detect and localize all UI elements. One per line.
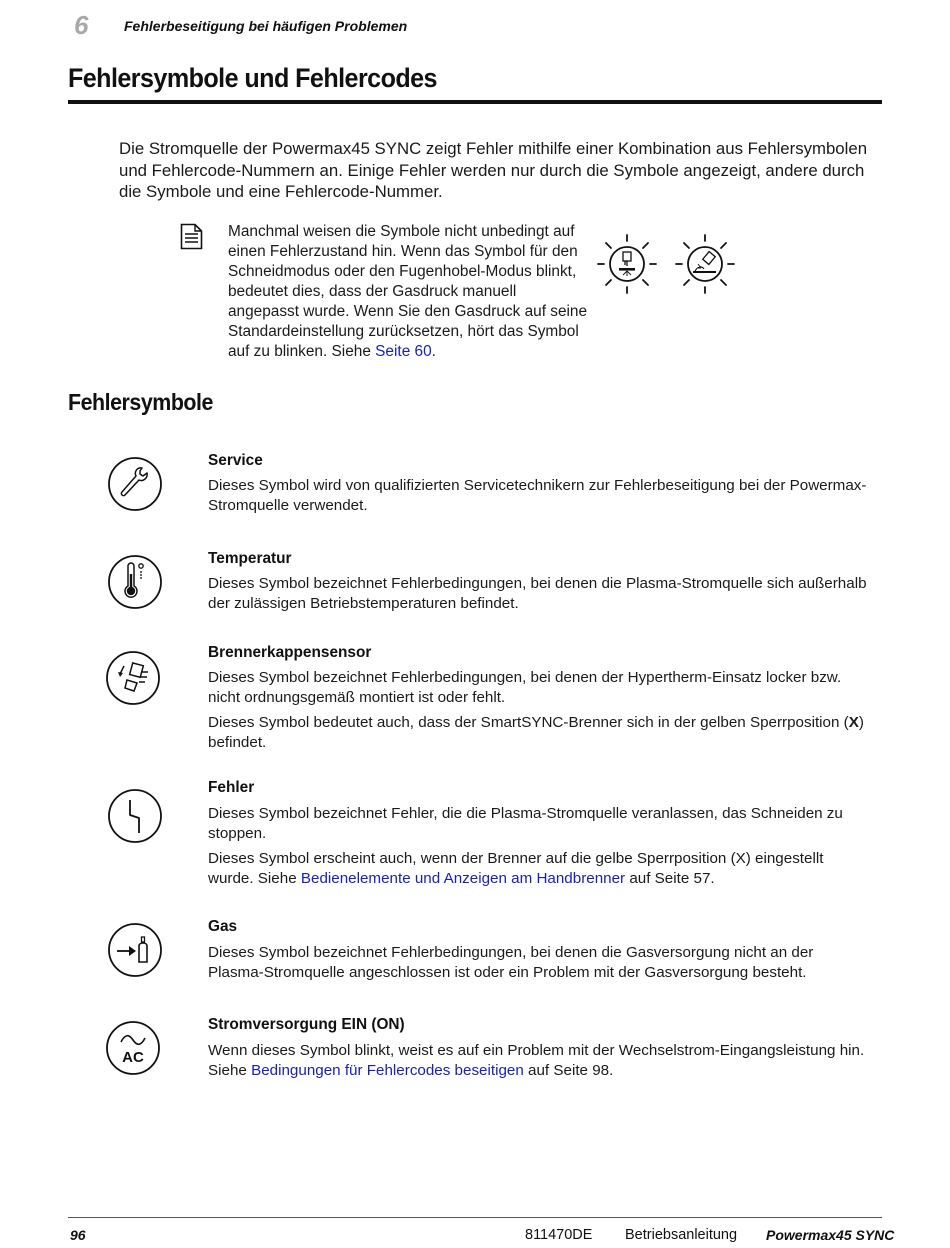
document-number: 811470DE xyxy=(525,1227,593,1243)
torch-cap-sensor-icon xyxy=(105,650,161,706)
item-paragraph: Dieses Symbol bezeichnet Fehlerbedingungen, bei denen die Gasversorgung nicht an der Plasma-Stromquelle angeschlossen ist oder ein Problem mit der Gasversorgung besteht. xyxy=(208,944,814,981)
section-title: Fehlersymbole xyxy=(68,389,213,415)
cut-mode-blinking-icon xyxy=(596,233,658,295)
item-paragraph: Dieses Symbol bezeichnet Fehler, die die Plasma-Stromquelle veranlassen, das Schneiden zu stoppen. xyxy=(208,805,843,842)
item-paragraph-2 xyxy=(208,849,868,889)
fault-lightning-icon xyxy=(107,788,163,844)
item-paragraph: Dieses Symbol wird von qualifizierten Servicetechnikern zur Fehlerbeseitigung bei der Powermax-Stromquelle verwendet. xyxy=(208,477,867,514)
item-paragraph-2 xyxy=(208,713,868,753)
intro-paragraph: Die Stromquelle der Powermax45 SYNC zeigt Fehler mithilfe einer Kombination aus Fehlersymbolen und Fehlercode-Nummern an. Einige Fehler werden nur durch die Symbole angezeigt, andere durch die Symbole und eine Fehlercode-Nummer. xyxy=(119,139,868,201)
ac-label: AC xyxy=(122,1049,144,1066)
item-text-gas xyxy=(208,943,868,988)
gouge-mode-blinking-icon xyxy=(674,233,736,295)
text-span: ) befindet. xyxy=(208,714,864,751)
item-paragraph: Dieses Symbol bezeichnet Fehlerbedingungen, bei denen die Plasma-Stromquelle sich außerhalb der zulässigen Betriebstemperaturen befindet. xyxy=(208,575,867,612)
text-span: auf Seite 98. xyxy=(523,1062,614,1079)
text-span: Dieses Symbol bedeutet auch, dass der SmartSYNC-Brenner sich in der gelben Sperrposition ( xyxy=(208,714,849,731)
text-span: Wenn dieses Symbol blinkt, weist es auf ein Problem mit der Wechselstrom-Eingangsleistung hin. Siehe xyxy=(208,1042,865,1079)
product-name: Powermax45 SYNC xyxy=(766,1227,895,1243)
page-number: 96 xyxy=(70,1227,86,1243)
document-type: Betriebsanleitung xyxy=(625,1227,738,1243)
chapter-number: 6 xyxy=(74,10,89,40)
fault-codes-link[interactable]: Bedingungen für Fehlercodes beseitigen xyxy=(251,1062,524,1079)
ac-power-icon xyxy=(105,1020,161,1076)
item-title-temperatur: Temperatur xyxy=(208,550,292,567)
item-title-stromversorgung: Stromversorgung EIN (ON) xyxy=(208,1016,405,1033)
note-page-link[interactable]: Seite 60 xyxy=(375,343,432,360)
item-paragraph xyxy=(208,1041,868,1081)
handtorch-controls-link[interactable]: Bedienelemente und Anzeigen am Handbrenner xyxy=(300,870,626,887)
chapter-title: Fehlerbeseitigung bei häufigen Problemen xyxy=(124,18,408,34)
page-title: Fehlersymbole und Fehlercodes xyxy=(68,63,437,93)
item-title-gas: Gas xyxy=(208,918,238,935)
item-text-fehler xyxy=(208,804,868,894)
text-span: auf Seite 57. xyxy=(625,870,715,887)
note-end: . xyxy=(431,343,436,360)
note-text xyxy=(228,222,588,362)
footer-divider xyxy=(68,1217,882,1218)
note-document-icon xyxy=(180,223,203,250)
thermometer-icon xyxy=(107,554,163,610)
text-span: Dieses Symbol erscheint auch, wenn der Brenner auf die gelbe Sperrposition (X) eingestellt wurde. Siehe xyxy=(208,850,824,887)
item-text-temperatur xyxy=(208,574,868,619)
lock-position-symbol: X xyxy=(848,714,859,731)
item-text-service xyxy=(208,476,868,521)
item-title-service: Service xyxy=(208,452,263,469)
item-title-brennerkappensensor: Brennerkappensensor xyxy=(208,644,372,661)
item-text-brennerkappensensor xyxy=(208,668,868,758)
wrench-icon xyxy=(107,456,163,512)
gas-cylinder-icon xyxy=(107,922,163,978)
item-title-fehler: Fehler xyxy=(208,779,255,796)
item-paragraph: Dieses Symbol bezeichnet Fehlerbedingungen, bei denen der Hypertherm-Einsatz locker bzw. nicht ordnungsgemäß montiert ist oder fehlt. xyxy=(208,669,842,706)
note-body: Manchmal weisen die Symbole nicht unbedingt auf einen Fehlerzustand hin. Wenn das Symbol für den Schneidmodus oder den Fugenhobel-Modus blinkt, bedeutet dies, dass der Gasdruck manuell angepasst wurde. Wenn Sie den Gasdruck auf seine Standardeinstellung zurücksetzen, hört das Symbol auf zu blinken. Siehe xyxy=(228,223,588,360)
item-text-stromversorgung xyxy=(208,1041,868,1086)
title-divider xyxy=(68,100,882,104)
